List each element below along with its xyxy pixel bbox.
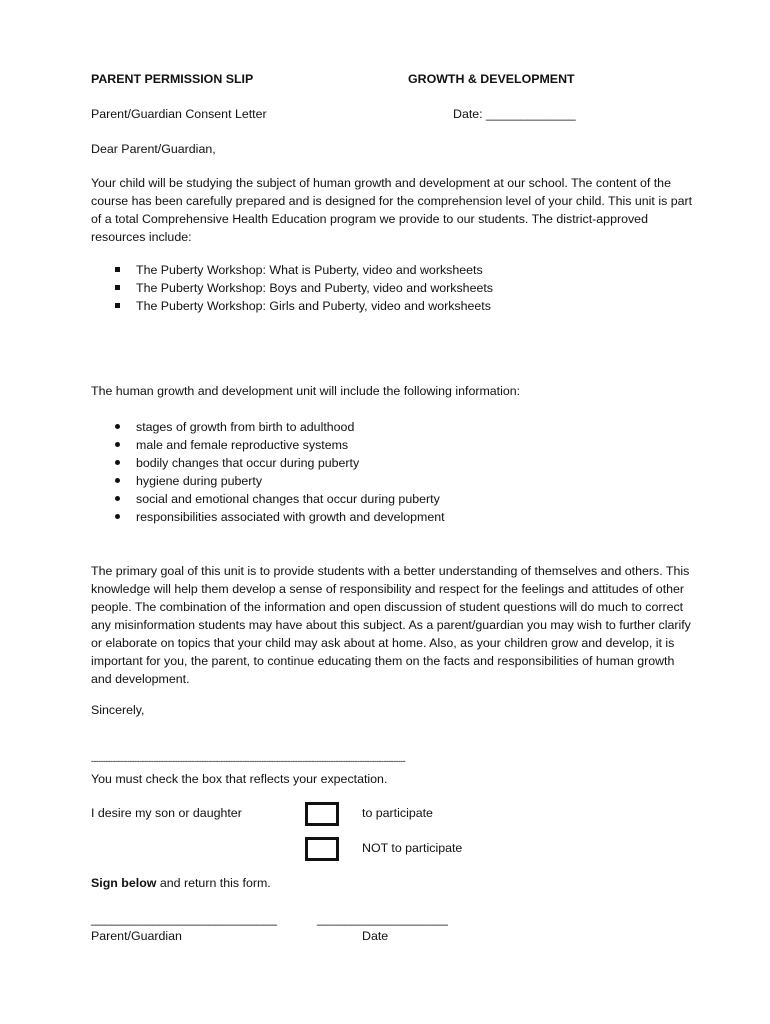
resources-list xyxy=(91,261,493,315)
participate-checkbox[interactable] xyxy=(305,802,339,826)
form-title: PARENT PERMISSION SLIP xyxy=(91,72,254,86)
participate-label: to participate xyxy=(362,806,433,820)
not-participate-checkbox[interactable] xyxy=(305,837,339,861)
topic-item: hygiene during puberty xyxy=(91,472,445,490)
unit-title: GROWTH & DEVELOPMENT xyxy=(408,72,575,86)
resource-item: The Puberty Workshop: What is Puberty, video and worksheets xyxy=(91,261,493,279)
closing: Sincerely, xyxy=(91,703,145,717)
topic-item: responsibilities associated with growth and development xyxy=(91,508,445,526)
topic-item: social and emotional changes that occur during puberty xyxy=(91,490,445,508)
intro-paragraph: Your child will be studying the subject of human growth and development at our school. The content of the course has been carefully prepared and is designed for the comprehension level of your child. This unit is part of a total Comprehensive Health Education program we provide to our students. The district-approved resources include: xyxy=(91,176,693,244)
unit-intro: The human growth and development unit will include the following information: xyxy=(91,384,521,398)
consent-letter-subtitle: Parent/Guardian Consent Letter xyxy=(91,107,267,121)
topic-item: male and female reproductive systems xyxy=(91,436,445,454)
sign-instruction-rest: and return this form. xyxy=(156,876,271,890)
date-label: Date xyxy=(362,929,389,943)
goal-paragraph: The primary goal of this unit is to provide students with a better understanding of themselves and others. This knowledge will help them develop a sense of responsibility and respect for the feelings and attitudes of other people. The combination of the information and open discussion of student questions will do much to correct any misinformation students may have about this subject. As a parent/guardian you may wish to further clarify or elaborate on topics that your child may ask about at home. Also, as your children grow and develop, it is important for you, the parent, to continue educating them on the facts and responsibilities of human growth and development. xyxy=(91,564,691,686)
check-instruction: You must check the box that reflects your expectation. xyxy=(91,772,388,786)
date-field[interactable]: Date: _____________ xyxy=(453,107,576,121)
resource-item: The Puberty Workshop: Boys and Puberty, video and worksheets xyxy=(91,279,493,297)
topics-list xyxy=(91,418,445,526)
date-line[interactable]: ___________________ xyxy=(317,912,448,926)
divider-line: ----------------------------------------------------------------------------------------------------------------------------------- xyxy=(91,756,406,766)
topic-item: stages of growth from birth to adulthood xyxy=(91,418,445,436)
topic-item: bodily changes that occur during puberty xyxy=(91,454,445,472)
signature-line[interactable]: ___________________________ xyxy=(91,912,278,926)
not-participate-label: NOT to participate xyxy=(362,841,463,855)
greeting: Dear Parent/Guardian, xyxy=(91,142,216,156)
desire-label: I desire my son or daughter xyxy=(91,806,242,820)
sign-below-emphasis: Sign below xyxy=(91,876,157,890)
sign-instruction xyxy=(91,874,271,892)
signature-label: Parent/Guardian xyxy=(91,929,182,943)
resource-item: The Puberty Workshop: Girls and Puberty, video and worksheets xyxy=(91,297,493,315)
